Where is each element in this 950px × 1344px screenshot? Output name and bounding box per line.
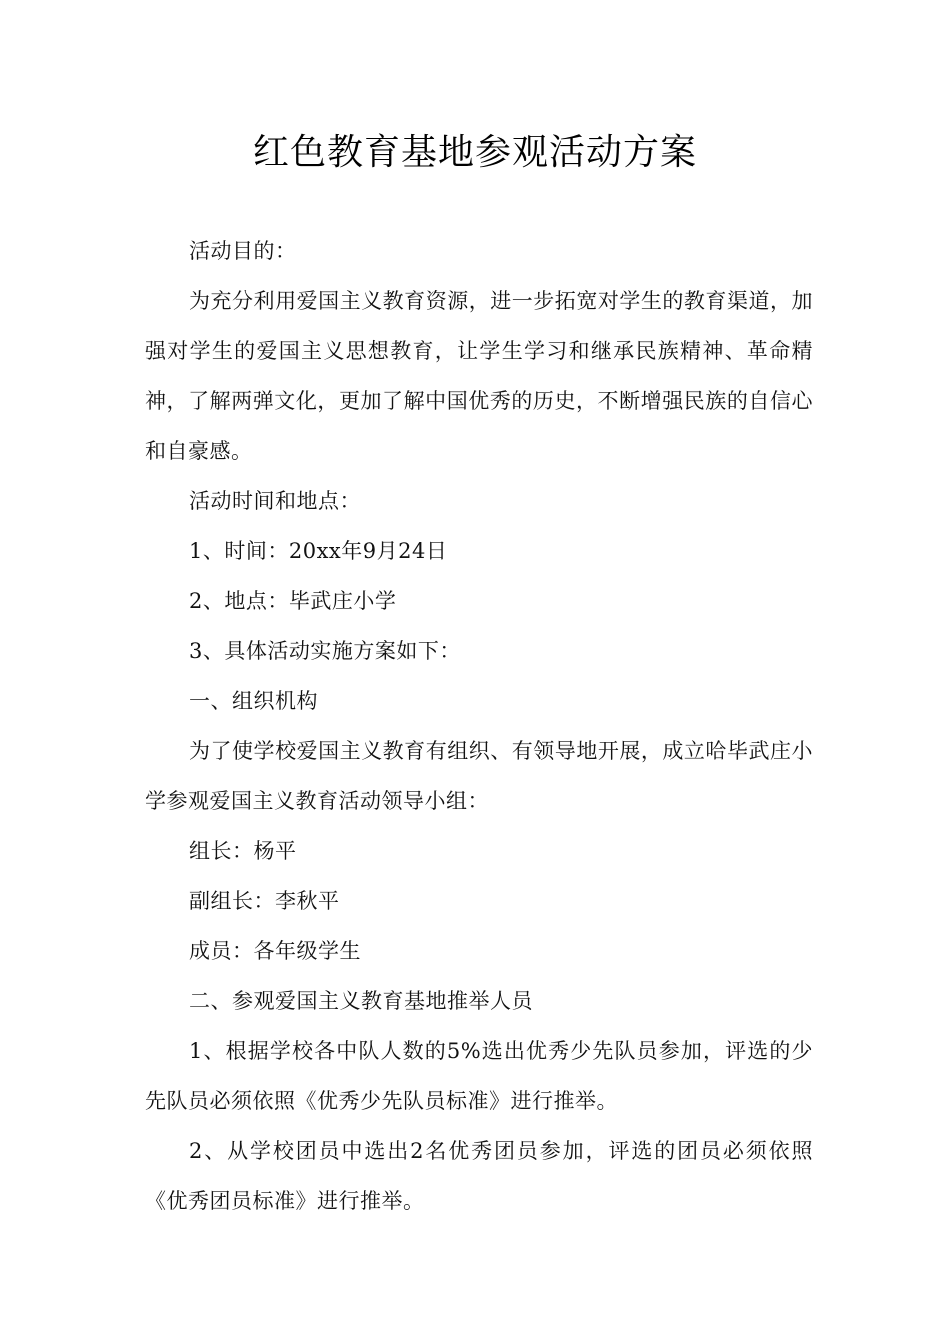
paragraph-organization-text: 为了使学校爱国主义教育有组织、有领导地开展，成立哈毕武庄小学参观爱国主义教育活动领导小组：: [145, 739, 813, 813]
paragraph-place: 2、地点：毕武庄小学: [189, 589, 397, 613]
paragraph-time-place-heading: 活动时间和地点：: [189, 489, 361, 513]
paragraph-selection-item-2: 2、从学校团员中选出2名优秀团员参加，评选的团员必须依照《优秀团员标准》进行推举。: [145, 1139, 813, 1213]
section-heading-selection: 二、参观爱国主义教育基地推举人员: [189, 989, 533, 1013]
document-body: [145, 226, 813, 1226]
paragraph-selection-item-1: 1、根据学校各中队人数的5%选出优秀少先队员参加，评选的少先队员必须依照《优秀少先队员标准》进行推举。: [145, 1039, 813, 1113]
paragraph-purpose-text: 为充分利用爱国主义教育资源，进一步拓宽对学生的教育渠道，加强对学生的爱国主义思想教育，让学生学习和继承民族精神、革命精神，了解两弹文化，更加了解中国优秀的历史，不断增强民族的自信心和自豪感。: [145, 289, 813, 463]
paragraph-team-leader: 组长：杨平: [189, 839, 297, 863]
paragraph-time: 1、时间：20xx年9月24日: [189, 539, 448, 563]
paragraph-members: 成员：各年级学生: [189, 939, 361, 963]
paragraph-purpose-heading: 活动目的：: [189, 239, 297, 263]
section-heading-organization: 一、组织机构: [189, 689, 318, 713]
paragraph-deputy-leader: 副组长：李秋平: [189, 889, 340, 913]
document-title: 红色教育基地参观活动方案: [252, 132, 697, 173]
paragraph-plan-intro: 3、具体活动实施方案如下：: [189, 639, 461, 663]
